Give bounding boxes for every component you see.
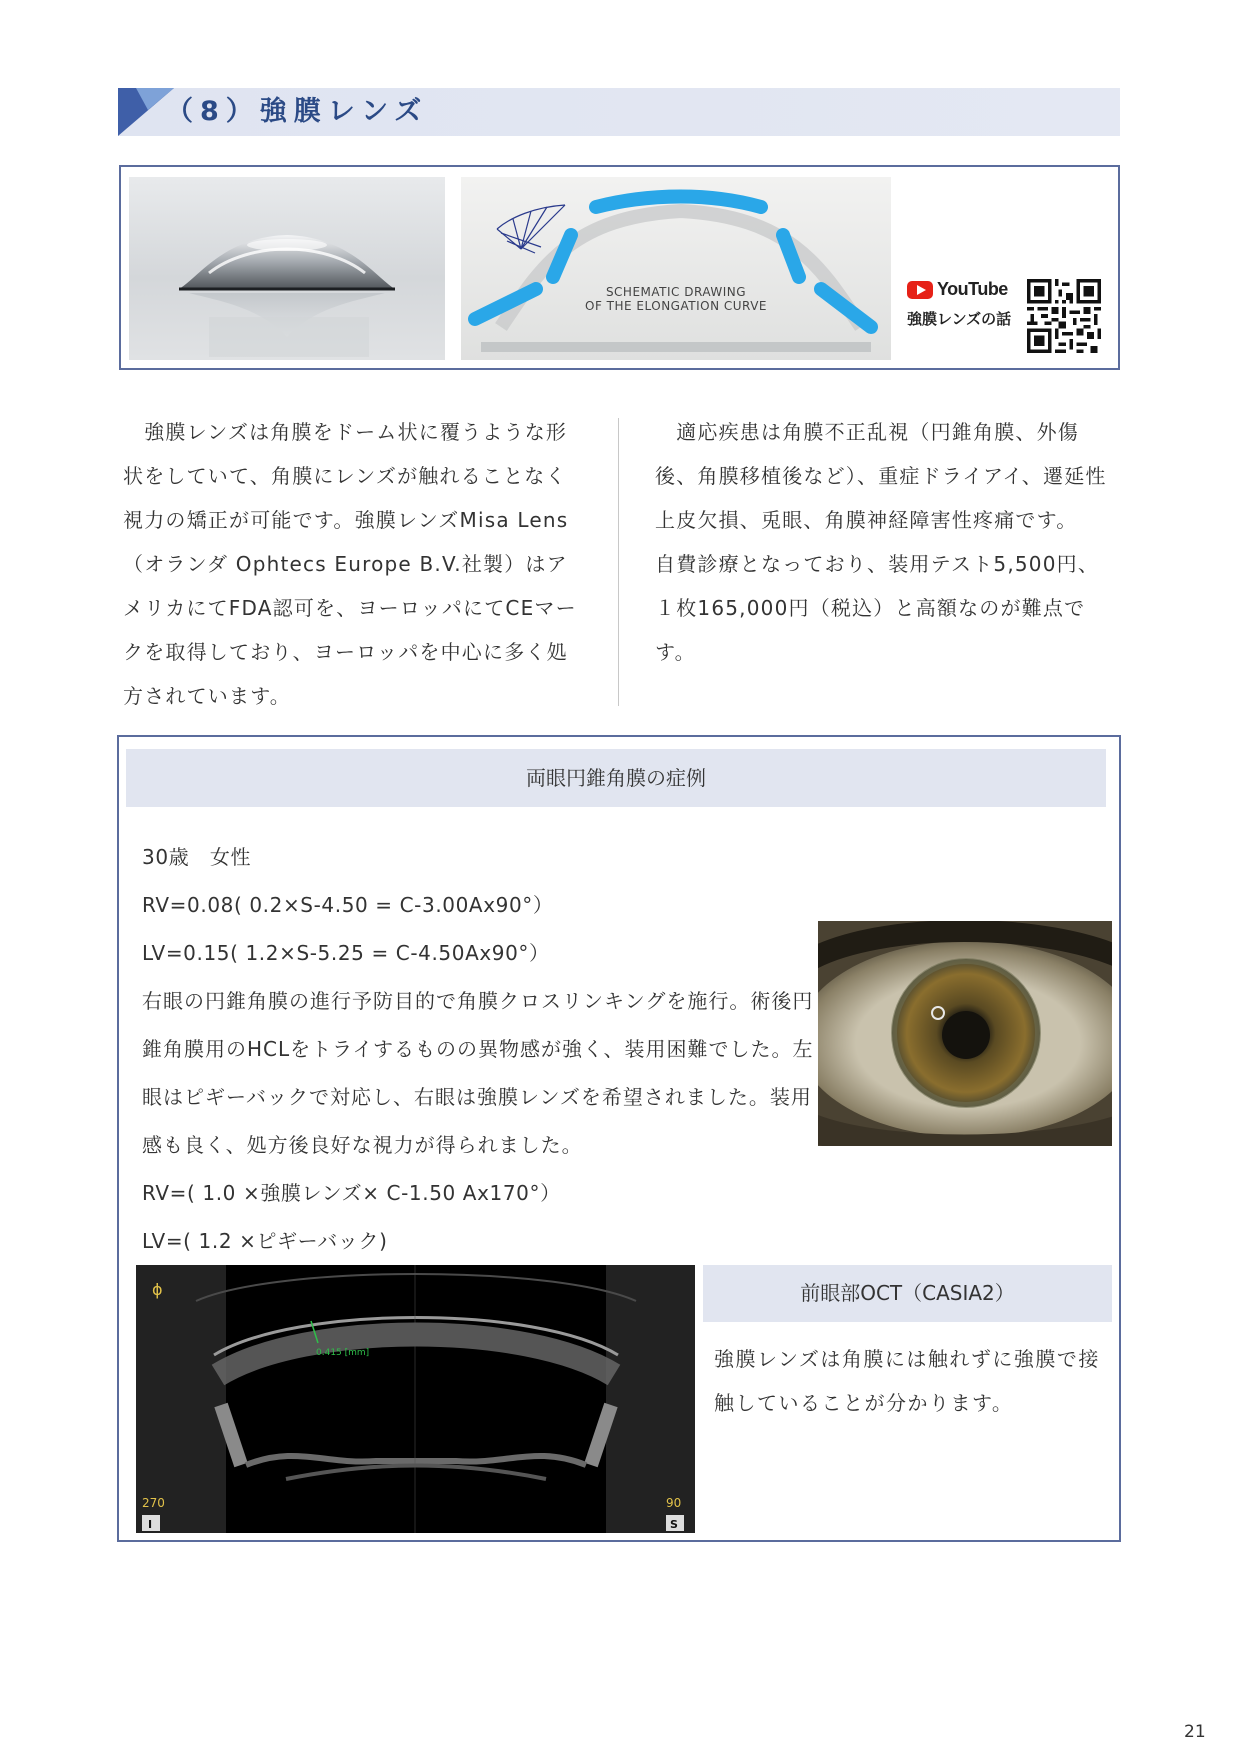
section-title: （8）強膜レンズ (166, 96, 429, 127)
svg-text:ϕ: ϕ (152, 1280, 163, 1299)
oct-corner-right-num: 90 (666, 1496, 682, 1510)
schematic-caption-line1: SCHEMATIC DRAWING (605, 285, 747, 299)
youtube-link[interactable] (907, 279, 1017, 359)
lens-image-panel (119, 165, 1120, 370)
youtube-caption: 強膜レンズの話 (907, 310, 1012, 328)
qr-code-icon[interactable] (1027, 279, 1101, 353)
lv-before: LV=0.15( 1.2×S-5.25 = C-4.50Ax90°） (142, 941, 550, 965)
case-details (142, 833, 832, 1265)
intro-left-column (123, 410, 585, 718)
rv-after: RV=( 1.0 ×強膜レンズ× C-1.50 Ax170°） (142, 1181, 561, 1205)
eye-photo (818, 921, 1112, 1146)
schematic-caption-line2: OF THE ELONGATION CURVE (585, 299, 767, 313)
oct-title: 前眼部OCT（CASIA2） (703, 1265, 1112, 1322)
lv-after: LV=( 1.2 ×ピギーバック) (142, 1229, 388, 1253)
case-description: 右眼の円錐角膜の進行予防目的で角膜クロスリンキングを施行。術後円錐角膜用のHCLをトライするものの異物感が強く、装用困難でした。左眼はピギーバックで対応し、右眼は強膜レンズを希望されました。装用感も良く、処方後良好な視力が得られました。 (142, 989, 814, 1157)
section-header (118, 88, 1120, 136)
case-title: 両眼円錐角膜の症例 (126, 749, 1106, 807)
anterior-oct-image (136, 1265, 695, 1533)
oct-corner-right-letter: S (670, 1518, 678, 1531)
oct-description: 強膜レンズは角膜には触れずに強膜で接触していることが分かります。 (714, 1347, 1100, 1415)
case-study-box (117, 735, 1121, 1542)
schematic-caption (541, 285, 811, 313)
rv-before: RV=0.08( 0.2×S-4.50 = C-3.00Ax90°） (142, 893, 554, 917)
scleral-lens-photo (129, 177, 445, 360)
youtube-label: YouTube (937, 279, 1008, 299)
intro-right-column (655, 410, 1115, 674)
intro-left-paragraph: 強膜レンズは角膜をドーム状に覆うような形状をしていて、角膜にレンズが触れることなく視力の矯正が可能です。強膜レンズMisa Lens（オランダ Ophtecs Europe B.V.社製）はアメリカにてFDA認可を、ヨーロッパにてCEマークを取得しており、ヨーロッパを中心に多く処方されています。 (123, 420, 577, 708)
oct-measure-label: 0.415 [mm] (316, 1348, 370, 1358)
page-number: 21 (1184, 1722, 1206, 1742)
oct-corner-left-num: 270 (142, 1496, 165, 1510)
intro-right-paragraph-1: 適応疾患は角膜不正乱視（円錐角膜、外傷後、角膜移植後など）、重症ドライアイ、遷延性上皮欠損、兎眼、角膜神経障害性疼痛です。 (655, 420, 1107, 532)
intro-right-paragraph-2: 自費診療となっており、装用テスト5,500円、１枚165,000円（税込）と高額なのが難点です。 (655, 552, 1100, 664)
column-divider (618, 418, 619, 706)
youtube-play-icon (907, 281, 933, 299)
oct-corner-left-letter: I (148, 1518, 153, 1531)
patient-info: 30歳 女性 (142, 845, 252, 869)
elongation-curve-schematic (461, 177, 891, 360)
